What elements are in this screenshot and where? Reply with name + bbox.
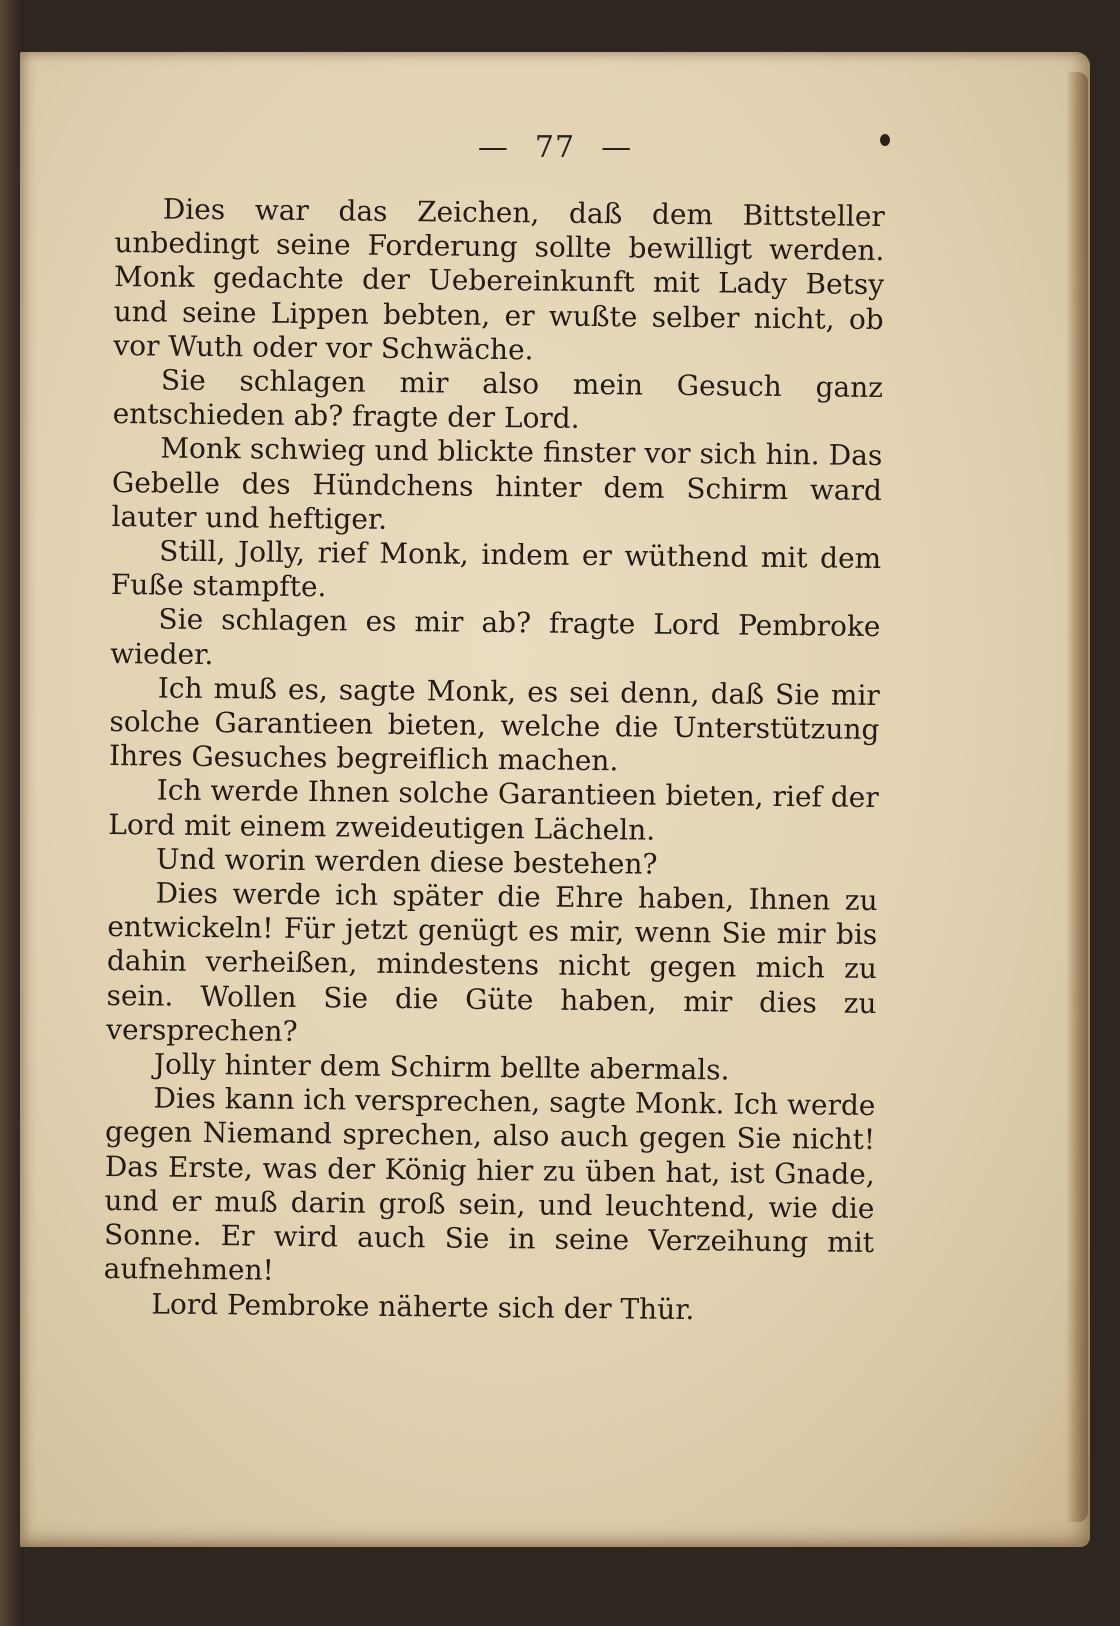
page-header	[20, 130, 1090, 165]
paragraph: Lord Pembroke näherte sich der Thür.	[151, 1286, 695, 1326]
paragraph: Still, Jolly, rief Monk, indem er wüthend mit dem Fuße stampfte.	[110, 534, 882, 604]
paragraph: Jolly hinter dem Schirm bellte abermals.	[153, 1047, 730, 1087]
paragraph: Sie schlagen mir also mein Gesuch ganz entschieden ab? fragte der Lord.	[112, 363, 884, 436]
header-dash-right: —	[601, 130, 633, 165]
paragraph: Ich muß es, sagte Monk, es sei denn, daß Sie mir solche Garantieen bieten, welche die Unterstützung Ihres Gesuches begreiflich machen.	[108, 671, 880, 778]
paragraph: Sie schlagen es mir ab? fragte Lord Pembroke wieder.	[109, 602, 881, 671]
page-number: 77	[534, 130, 576, 165]
paragraph: Und worin werden diese bestehen?	[155, 842, 658, 881]
paragraph: Ich werde Ihnen solche Garantieen bieten, rief der Lord mit einem zweideutigen Lächeln.	[108, 773, 879, 847]
paragraph: Dies war das Zeichen, daß dem Bittsteller unbedingt seine Forderung sollte bewilligt werden. Monk gedachte der Uebereinkunft mit Lady Betsy und seine Lippen bebten, er wußte selber nicht, ob vor Wuth oder vor Schwäche.	[113, 192, 885, 367]
ink-dot	[880, 134, 890, 146]
body-text	[103, 192, 885, 1329]
book-page	[20, 52, 1090, 1547]
header-dash-left: —	[477, 130, 509, 165]
paragraph: Dies werde ich später die Ehre haben, Ihnen zu entwickeln! Für jetzt genügt es mir, wenn Sie mir bis dahin verheißen, mindestens nicht gegen mich zu sein. Wollen Sie die Güte haben, mir dies zu versprechen?	[106, 876, 878, 1048]
page-edge-shadow	[1066, 72, 1088, 1522]
paragraph: Monk schwieg und blickte finster vor sich hin. Das Gebelle des Hündchens hinter dem Schirm ward lauter und heftiger.	[111, 431, 883, 536]
paragraph: Dies kann ich versprechen, sagte Monk. Ich werde gegen Niemand sprechen, also auch gegen Sie nicht! Das Erste, was der König hier zu üben hat, ist Gnade, und er muß darin groß sein, und leuchtend, wie die Sonne. Er wird auch Sie in seine Verzeihung mit aufnehmen!	[103, 1081, 876, 1288]
